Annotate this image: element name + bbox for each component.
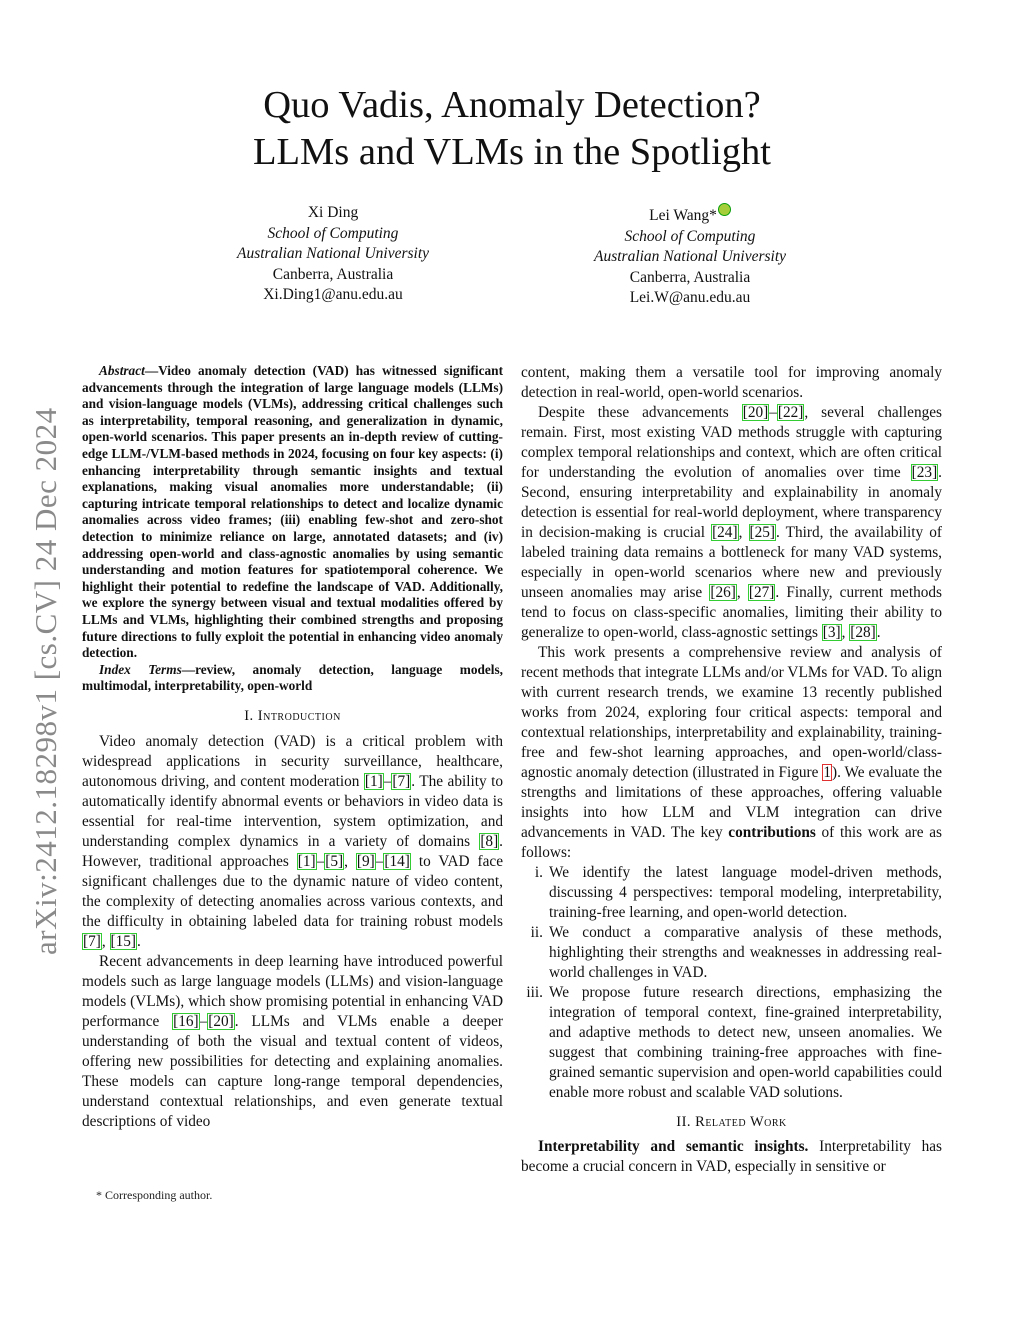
citation-link[interactable]: [7]: [83, 932, 101, 950]
abstract-body: Video anomaly detection (VAD) has witnessed significant advancements through the integration of large language models (LLMs) and vision-language models (VLMs), addressing critical challenges such as interpretability, temporal reasoning, and generalization in dynamic, open-world scenarios. This paper presents an in-depth review of cutting-edge LLM-/VLM-based methods in 2024, focusing on four key aspects: (i) enhancing interpretability through semantic insights and textual explanations, making visual anomalies more understandable; (ii) capturing intricate temporal relationships to detect and localize dynamic anomalies across video frames; (iii) enabling few-shot and zero-shot detection to minimize reliance on large, annotated datasets; and (iv) addressing open-world and class-agnostic anomalies by using semantic understanding and motion features for spatiotemporal coherence. We highlight their potential to redefine the landscape of VAD. Additionally, we explore the synergy between visual and textual modalities offered by LLMs and VLMs, highlighting their combined strengths and proposing future directions to fully exploit the potential in enhancing video anomaly detection.: [82, 363, 503, 661]
text-run: Despite these advancements: [538, 404, 742, 421]
paper-title: [0, 82, 1024, 176]
citation-link[interactable]: [20]: [208, 1012, 234, 1030]
author-email[interactable]: Xi.Ding1@anu.edu.au: [263, 286, 403, 303]
abstract-dash: —: [144, 363, 159, 378]
citation-link[interactable]: [27]: [748, 584, 775, 601]
intro-paragraph-2: [82, 952, 503, 1132]
author-dept: School of Computing: [624, 227, 756, 245]
left-column: [82, 363, 503, 1132]
index-terms-body: review, anomaly detection, language models, multimodal, interpretability, open-world: [82, 661, 503, 694]
citation-link[interactable]: [16]: [173, 1012, 199, 1030]
text-run: Interpretability has become a crucial concern in VAD, especially in sensitive or: [521, 1138, 942, 1175]
index-terms-lead: Index Terms: [99, 661, 182, 677]
text-run: ,: [841, 624, 850, 641]
author-name-line: [525, 203, 855, 227]
citation-link[interactable]: [25]: [749, 524, 775, 541]
text-run: ,: [344, 852, 356, 870]
related-paragraph-1: [521, 1137, 942, 1177]
citation-link[interactable]: [14]: [384, 852, 410, 870]
author-city: Canberra, Australia: [272, 265, 394, 283]
right-column: [521, 363, 942, 1177]
text-run: Video anomaly detection (VAD) is a critical problem with widespread applications in security surveillance, healthcare, autonomous driving, and content moderation: [82, 732, 503, 790]
list-item: [521, 863, 942, 923]
citation-link[interactable]: [24]: [712, 524, 738, 541]
intro-paragraph-4: [521, 643, 942, 863]
list-item-text: We propose future research directions, emphasizing the integration of temporal context, fine-grained interpretability, and adaptive methods to detect new, unseen anomalies. We suggest that combining training-free approaches with fine-grained semantic supervision and open-world capabilities could enable more robust and scalable VAD solutions.: [549, 984, 942, 1101]
text-run: –: [769, 404, 777, 421]
abstract: [82, 363, 503, 662]
section-heading-related-work: II. Related Work: [676, 1114, 787, 1130]
citation-link[interactable]: [1]: [364, 772, 383, 790]
text-run: –: [199, 1012, 208, 1030]
list-item-text: We identify the latest language model-driven methods, discussing 4 perspectives: temporal modeling, interpretability, training-free learning, and open-world detection.: [549, 864, 942, 921]
list-item-number: ii.: [530, 924, 543, 941]
section-heading-introduction: I. Introduction: [244, 707, 341, 724]
intro-paragraph-3: [521, 403, 942, 643]
citation-link[interactable]: [20]: [742, 404, 769, 421]
contributions-list: [521, 863, 942, 1103]
title-line-1: Quo Vadis, Anomaly Detection?: [263, 84, 761, 126]
text-run: . Second, ensuring interpretability and explainability in anomaly detection is essential for real-world deployment, where transparency in decision-making is crucial: [521, 464, 942, 541]
citation-link[interactable]: [28]: [850, 624, 876, 641]
text-run: –: [375, 852, 384, 870]
run-in-heading: Interpretability and semantic insights.: [538, 1138, 809, 1155]
citation-link[interactable]: [15]: [110, 932, 136, 950]
text-run: ,: [736, 584, 748, 601]
citation-link[interactable]: [7]: [392, 772, 411, 790]
text-run: . Finally, current methods tend to focus on class-specific anomalies, limiting their ability to generalize to open-world, class-agnostic settings: [521, 584, 942, 641]
citation-link[interactable]: [3]: [822, 624, 841, 641]
bold-contributions: contributions: [728, 824, 816, 841]
footnote: * Corresponding author.: [96, 1188, 213, 1202]
author-org: Australian National University: [593, 248, 787, 265]
author-block-1: [168, 203, 498, 306]
author-dept: School of Computing: [267, 224, 399, 242]
list-item-number: iii.: [526, 984, 543, 1001]
orcid-icon[interactable]: [718, 203, 731, 216]
intro-paragraph-1: [82, 732, 503, 952]
list-item: [521, 983, 942, 1103]
text-run: .: [137, 932, 141, 950]
text-run: This work presents a comprehensive review and analysis of recent methods that integrate LLMs and/or VLMs for VAD. To align with current research trends, we examine 13 recently published works from 2024, exploring four critical aspects: temporal and contextual relationships, interpretability and explainability, training-free and few-shot learning approaches, and open-world/class-agnostic anomaly detection (illustrated in Figure: [521, 644, 942, 781]
text-run: . However, traditional approaches: [82, 832, 503, 870]
citation-link[interactable]: [22]: [777, 404, 804, 421]
text-run: . Third, the availability of labeled training data remains a bottleneck for many VAD systems, especially in open-world scenarios where new and previously unseen anomalies may arise: [521, 524, 942, 601]
title-line-2: LLMs and VLMs in the Spotlight: [253, 131, 771, 173]
list-item: [521, 923, 942, 983]
intro-paragraph-2-continued: content, making them a versatile tool for improving anomaly detection in real-world, open-world scenarios.: [521, 364, 942, 401]
text-run: .: [876, 624, 881, 641]
citation-link[interactable]: [5]: [325, 852, 344, 870]
author-email[interactable]: Lei.W@anu.edu.au: [629, 289, 751, 306]
author-city: Canberra, Australia: [629, 268, 751, 286]
list-item-number: i.: [534, 864, 543, 881]
author-name: Xi Ding: [307, 204, 359, 221]
author-name: Lei Wang*: [649, 207, 717, 224]
index-terms-dash: —: [181, 661, 196, 677]
text-run: ). We evaluate the strengths and limitations of these approaches, offering valuable insights into how LLM and VLM integration can drive advancements in VAD. The key: [521, 764, 942, 841]
arxiv-stamp[interactable]: arXiv:2412.18298v1 [cs.CV] 24 Dec 2024: [28, 407, 63, 955]
author-org: Australian National University: [236, 245, 430, 262]
text-run: –: [316, 852, 325, 870]
citation-link[interactable]: [8]: [480, 832, 499, 850]
citation-link[interactable]: [9]: [356, 852, 375, 870]
text-run: to VAD face significant challenges due to the dynamic nature of video content, the complexity of detecting anomalies across various contexts, and the difficulty in obtaining labeled data for training robust models: [82, 852, 503, 930]
text-run: . LLMs and VLMs enable a deeper understanding of both the visual and textual content of videos, offering new possibilities for detecting and explaining anomalies. These models can capture long-range temporal dependencies, understand contextual relationships, and even generate textual descriptions of video: [82, 1012, 503, 1130]
index-terms: [82, 662, 503, 695]
list-item-text: We conduct a comparative analysis of these methods, highlighting their strengths and weaknesses in addressing real-world challenges in VAD.: [549, 924, 942, 981]
text-run: . The ability to automatically identify abnormal events or behaviors in video data is essential for real-time intervention, system optimization, and understanding complex dynamics in a variety of domains: [82, 772, 503, 850]
text-run: , several challenges remain. First, most existing VAD methods struggle with capturing complex temporal relationships and context, which are often critical for understanding the evolution of anomalies over time: [521, 404, 943, 481]
text-run: ,: [101, 932, 110, 950]
text-run: ,: [738, 524, 749, 541]
citation-link[interactable]: [23]: [911, 464, 938, 481]
author-block-2: [525, 203, 855, 309]
citation-link[interactable]: [26]: [710, 584, 736, 601]
text-run: –: [383, 772, 392, 790]
citation-link[interactable]: [1]: [297, 852, 316, 870]
abstract-lead: Abstract: [99, 363, 145, 378]
text-run: of this work are as follows:: [521, 824, 942, 861]
text-run: Recent advancements in deep learning have introduced powerful models such as large language models (LLMs) and vision-language models (VLMs), which show promising potential in enhancing VAD performance: [82, 952, 503, 1030]
figure-link[interactable]: 1: [823, 764, 831, 781]
